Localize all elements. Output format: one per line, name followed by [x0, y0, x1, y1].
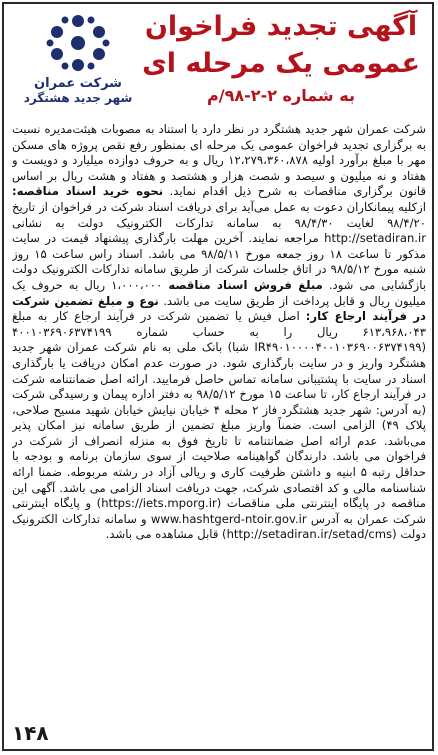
- title-line1: آگهی تجدید فراخوان: [144, 11, 418, 42]
- ad-header: [4, 4, 432, 122]
- document-price-text: ۱،۰۰۰،۰۰۰ ریال به حروف یک میلیون ریال و قابل پرداخت از طریق سایت می باشد.: [12, 277, 426, 308]
- title-line2: عمومی یک مرحله ای: [142, 48, 420, 79]
- advertisement-frame: [2, 2, 434, 751]
- page-number: ۱۴۸: [12, 721, 49, 745]
- ad-paragraph: [12, 122, 426, 543]
- guarantee-text: اصل فیش یا تضمین شرکت در فرآیند ارجاع کار به مبلغ ۶۱۳،۹۶۸،۰۴۳ ریال را به حساب شماره ۴۰۰۱۰۳۶۹۰۶۳۷۴۱۹۹ (IR۴۹۰۱۰۰۰۰۴۰۰۱۰۳۶۹۰۰۶۳۷۴۱۹۹ شبا) بانک ملی به نام شرکت عمران شهر جدید هشتگرد واریز و در سایت بارگذاری شود. در صورت عدم امکان دریافت یا بارگذاری اسناد در سایت با پشتیبانی سامانه تماس حاصل فرمایید. ارائه اصل ضمانتنامه شرکت در فرآیند ارجاع کار، تا ساعت ۱۵ مورخ ۹۸/۵/۱۲ به دفتر اداره پیمان و رسیدگی شرکت (به آدرس: شهر جدید هشتگرد فاز ۲ محله ۴ خیابان نیایش خیابان شهید مسیح صلاحی، پلاک ۴۹) الزامی است. ضمناً واریز مبلغ تضمین از طریق سامانه نیز امکان پذیر می‌باشد. عدم ارائه اصل ضمانتنامه تا تاریخ فوق به منزله انصراف از شرکت در فراخوان می باشد. دارندگان گواهینامه صلاحیت از سوی سازمان برنامه و بودجه با حداقل رتبه ۵ ابنیه و داشتن ظرفیت کاری و ریالی آزاد در رشته مربوطه. ضمنا ارائه شناسنامه مالی و کد اقتصادی شرکت، جهت دریافت اسناد الزامی می باشد. آگهی این مناقصه در پایگاه اینترنتی ملی مناقصات (https://iets.mporg.ir) و پایگاه اینترنتی شرکت عمران به آدرس www.hashtgerd-ntoir.gov.ir و سامانه تدارکات الکترونیک دولت (http://setadiran.ir/setad/cms) قابل مشاهده می باشد.: [12, 309, 426, 542]
- ad-body: [12, 122, 426, 722]
- guarantee-heading: نوع و مبلغ تضمین شرکت در فرآیند ارجاع کار:: [12, 293, 426, 324]
- emblem-icon: [45, 12, 111, 74]
- purchase-text: ازکلیه پیمانکاران دعوت به عمل می‌آید برای دریافت اسناد شرکت در فراخوان از تاریخ ۹۸/۴/۲۰ لغایت ۹۸/۴/۳۰ به سامانه تدارکات الکترونیک دولت به نشانی http://setadiran.ir مراجعه نمایند. آخرین مهلت بارگذاری پیشنهاد قیمت در سایت مذکور تا ساعت ۱۸ روز جمعه مورخ ۹۸/۵/۱۱ می باشد. اسناد راس ساعت ۱۵ روز شنبه مورخ ۹۸/۵/۱۲ در اتاق جلسات شرکت از طریق سامانه تدارکات الکترونیک دولت بازگشایی می شود.: [12, 199, 426, 292]
- org-name-line2: شهر جدید هشتگرد: [23, 91, 133, 105]
- ad-number: به شماره ۲-۲-۹۸/م: [207, 86, 355, 105]
- purchase-heading: نحوه خرید اسناد مناقصه:: [12, 184, 164, 199]
- document-price-heading: مبلغ فروش اسناد مناقصه: [168, 277, 323, 292]
- intro-text: شرکت عمران شهر جدید هشتگرد در نظر دارد با استناد به مصوبات هیئت‌مدیره نسبت به برگزاری تجدید فراخوان عمومی یک مرحله ای بمنظور رفع نقص پروژه های مسکن مهر با مبلغ برآورد اولیه ۱۲،۲۷۹،۳۶۰،۸۷۸ ریال و به حروف دوازده میلیارد و دویست و هفتاد و نه میلیون و سیصد و شصت هزار و هشتصد و هفتاد و هشت ریال بر اساس قانون برگزاری مناقصات به شرح ذیل اقدام نماید.: [12, 122, 426, 199]
- org-name-line1: شرکت عمران: [34, 76, 122, 91]
- title-block: [136, 8, 426, 110]
- company-logo: [12, 12, 144, 112]
